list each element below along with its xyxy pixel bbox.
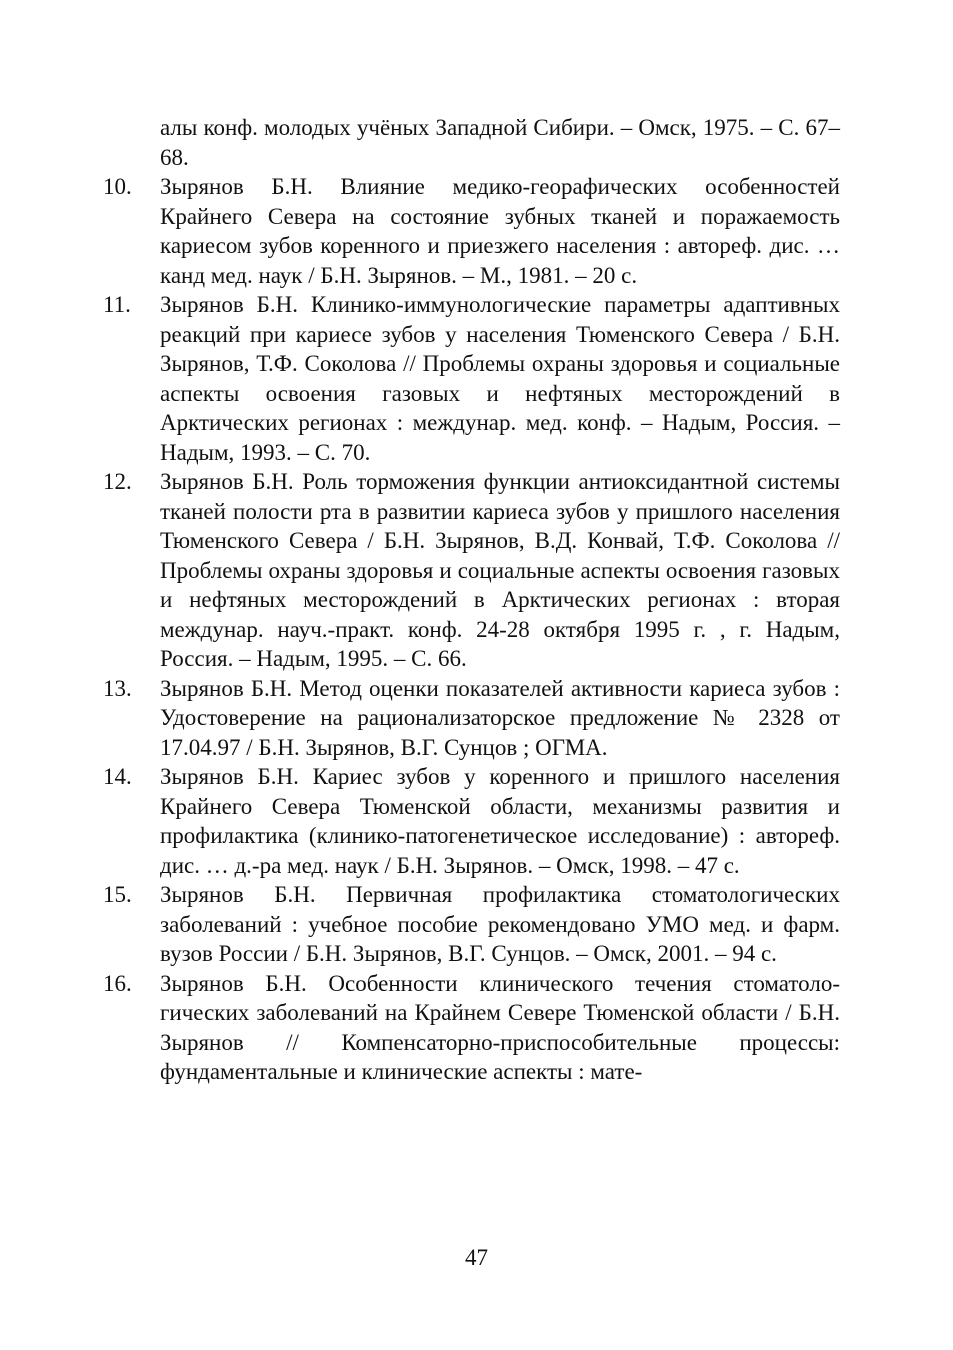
reference-number: 10. — [103, 174, 132, 199]
reference-number: 14. — [103, 764, 132, 789]
reference-text: Зырянов Б.Н. Клинико-иммунологические параметры адаптивных реакций при кариесе зубов у населения Тюменского Севера / Б.Н. Зырянов, Т.Ф. Соколова // Проблемы охраны здоровья и социальные аспекты освоения газовых и нефтяных месторождений в Арктических регионах : междунар. мед. конф. – Надым, Россия. – Надым, 1993. – С. 70. — [160, 292, 840, 465]
reference-text: Зырянов Б.Н. Метод оценки показателей активности кариеса зубов : Удостоверение на рационализаторское предложение № 2328 от 17.04.97 / Б.Н. Зырянов, В.Г. Сунцов ; ОГМА. — [160, 675, 840, 760]
reference-text: Зырянов Б.Н. Кариес зубов у коренного и пришлого населения Крайнего Севера Тюменской области, механизмы развития и профилактика (клинико-патогенетическое исследование) : автореф. дис. … д.-ра мед. наук / Б.Н. Зырянов. – Омск, 1998. – 47 с. — [160, 764, 840, 878]
reference-text: Зырянов Б.Н. Особенности клинического течения стоматологических заболеваний на Крайнем Севере Тюменской области / Б.Н. Зырянов // Компенсаторно-приспособительные процессы: фундаментальные и клинические аспекты : мате- — [160, 970, 840, 1084]
reference-item-10 — [103, 172, 840, 290]
continued-reference-text: алы конф. молодых учёных Западной Сибири. – Омск, 1975. – С. 67–68. — [160, 115, 840, 170]
reference-number: 13. — [103, 675, 132, 701]
reference-text: Зырянов Б.Н. Роль торможения функции антиоксидантной системы тканей полости рта в развитии кариеса зубов у пришлого населения Тюменского Севера / Б.Н. Зырянов, В.Д. Конвай, Т.Ф. Соколова // Проблемы охраны здоровья и социальные аспекты освоения газовых и нефтяных месторождений в Арктических регионах : вторая междунар. науч.-практ. конф. 24-28 октября 1995 г. , г. Надым, Россия. – Надым, 1995. – С. 66. — [160, 469, 840, 671]
reference-number: 15. — [103, 882, 132, 907]
reference-item-12 — [103, 467, 840, 674]
reference-item-11 — [103, 290, 840, 467]
reference-number: 11. — [103, 292, 131, 317]
reference-item-13 — [103, 674, 840, 763]
reference-number: 12. — [103, 469, 132, 494]
reference-text: Зырянов Б.Н. Первичная профилактика стоматологических заболеваний : учебное пособие рекомендовано УМО мед. и фарм. вузов России / Б.Н. Зырянов, В.Г. Сунцов. – Омск, 2001. – 94 с. — [160, 882, 840, 966]
reference-item-16 — [103, 969, 840, 1087]
reference-number: 16. — [103, 970, 132, 996]
reference-item-15 — [103, 880, 840, 969]
references-section — [103, 113, 840, 1087]
reference-text: Зырянов Б.Н. Влияние медико-георафических особенностей Крайнего Севера на состояние зубных тканей и поражаемость кариесом зубов коренного и приезжего населения : автореф. дис. … канд мед. наук / Б.Н. Зырянов. – М., 1981. – 20 с. — [160, 174, 840, 288]
reference-list — [103, 172, 840, 1087]
page-number: 47 — [465, 1245, 488, 1270]
reference-item-14 — [103, 762, 840, 880]
